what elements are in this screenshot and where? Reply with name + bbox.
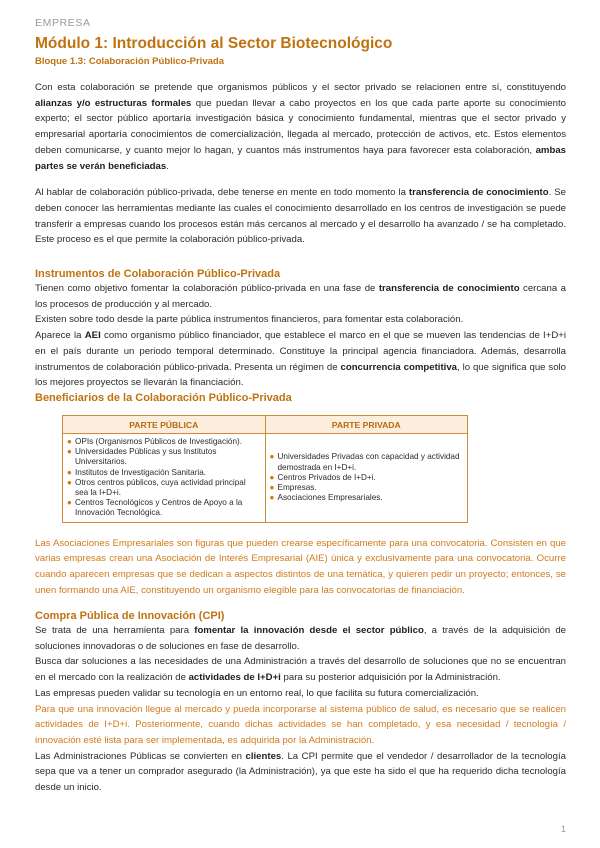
publica-list bbox=[67, 437, 261, 519]
beneficiarios-section bbox=[35, 392, 566, 598]
instrumentos-paragraph-3: Aparece la AEI como organismo público financiador, que establece el marco en el que se mueven las tendencias de I+D+i en el país durante un periodo temporal determinado. Constituye la principal agencia financiadora. Además, desarrolla instrumentos de colaboración público-privada. Presenta un régimen de concurrencia competitiva, lo que significa que solo los mejores proyectos se llevarán la financiación. bbox=[35, 330, 567, 389]
privada-cell bbox=[265, 434, 468, 523]
bullet-icon: ● bbox=[67, 477, 72, 487]
cpi-section bbox=[35, 610, 566, 796]
intro-paragraph-1: Con esta colaboración se pretende que organismos públicos y el sector privado se relacionen entre sí, constituyendo alianzas y/o estructuras formales que puedan llevar a cabo proyectos en los que cada parte aporte su conocimiento experto; el sector público aportaría investigación básica y conocimiento fundamental, mientras que el sector privado y empresarial aportaría conocimientos de comercialización, llegada al mercado, protección de activos, etc. Estos elementos deben comunicarse, y cuanto mejor lo hagan, y cuantos más instrumentos haya para favorecer esta colaboración, ambas partes se verán beneficiadas. bbox=[35, 82, 566, 172]
page-number: 1 bbox=[560, 824, 566, 834]
intro-section bbox=[35, 80, 566, 248]
list-item: ● Centros Tecnológicos y Centros de Apoyo a la Innovación Tecnológica. bbox=[67, 498, 243, 518]
asociaciones-note: Las Asociaciones Empresariales son figuras que pueden crearse específicamente para una convocatoria. Consisten en que varias empresas crean una Asociación de Interés Empresarial (AIE) única y exclusivamente para una convocatoria. Ocurre cuando aparecen empresas que se dedican a aspectos distintos de una temática, y quieren pedir un proyecto; entonces, se unen formando una AIE, constituyendo un organismo elegible para las convocatorias de financiación. bbox=[35, 537, 566, 596]
list-item: ● Otros centros públicos, cuya actividad principal sea la I+D+i. bbox=[67, 477, 246, 498]
bullet-icon: ● bbox=[67, 498, 72, 508]
col-header-privada: PARTE PRIVADA bbox=[265, 416, 468, 434]
list-item: ● Centros Privados de I+D+i. bbox=[269, 472, 376, 482]
beneficiarios-heading: Beneficiarios de la Colaboración Público-Privada bbox=[35, 392, 292, 404]
bullet-icon: ● bbox=[269, 482, 275, 492]
beneficiarios-table bbox=[62, 415, 468, 523]
instrumentos-heading: Instrumentos de Colaboración Público-Privada bbox=[35, 268, 281, 280]
list-item: ● Asociaciones Empresariales. bbox=[269, 493, 383, 503]
cpi-paragraph-1: Se trata de una herramienta para fomentar la innovación desde el sector público, a través de la adquisición de soluciones innovadoras o de soluciones en fase de desarrollo. bbox=[35, 625, 566, 652]
list-item: ● Institutos de Investigación Sanitaria. bbox=[67, 467, 207, 477]
bullet-icon: ● bbox=[269, 493, 275, 503]
list-item: ● Empresas. bbox=[269, 482, 317, 492]
list-item: ● Universidades Privadas con capacidad y actividad demostrada en I+D+i. bbox=[269, 452, 460, 472]
privada-list bbox=[270, 452, 464, 503]
instrumentos-paragraph-2: Existen sobre todo desde la parte pública instrumentos financieros, para fomentar esta colaboración. bbox=[35, 314, 464, 326]
col-header-publica: PARTE PÚBLICA bbox=[63, 416, 266, 434]
block-subtitle: Bloque 1.3: Colaboración Público-Privada bbox=[35, 56, 224, 67]
list-item: ● Universidades Públicas y sus Institutos Universitarios. bbox=[67, 447, 217, 467]
bullet-icon: ● bbox=[67, 437, 72, 446]
list-item: ● OPIs (Organismos Públicos de Investigación). bbox=[67, 437, 243, 446]
bullet-icon: ● bbox=[269, 472, 275, 482]
module-title: Módulo 1: Introducción al Sector Biotecnológico bbox=[35, 35, 393, 52]
section-label: EMPRESA bbox=[35, 17, 91, 29]
publica-cell bbox=[63, 434, 266, 523]
cpi-heading: Compra Pública de Innovación (CPI) bbox=[35, 610, 225, 622]
instrumentos-paragraph-1: Tienen como objetivo fomentar la colaboración público-privada en una fase de transferencia de conocimiento cercana a los procesos de producción y al mercado. bbox=[35, 283, 566, 310]
cpi-paragraph-4: Para que una innovación llegue al mercado y pueda incorporarse al sistema público de salud, es necesario que se realicen actividades de I+D+i. Posteriormente, cuando dichas actividades se han completado, y esa necesidad / tecnología / innovación esté lista para ser implementada, es adquirida por la Administración. bbox=[35, 703, 566, 746]
cpi-paragraph-3: Las empresas pueden validar su tecnología en un entorno real, lo que facilita su futura comercialización. bbox=[35, 687, 479, 699]
intro-paragraph-2: Al hablar de colaboración público-privada, debe tenerse en mente en todo momento la transferencia de conocimiento. Se deben conocer las herramientas mediante las cuales el conocimiento desarrollado en los centros de investigación se puede transferir a empresas cuando los procesos están más cercanos al mercado y el desarrollo ha avanzado / se ha completado. Este proceso es el que permite la colaboración público-privada. bbox=[35, 187, 566, 246]
cpi-paragraph-2: Busca dar soluciones a las necesidades de una Administración a través del desarrollo de soluciones que no se encuentran en el mercado con la realización de actividades de I+D+i para su posterior adquisición por la Administración. bbox=[35, 656, 566, 684]
instrumentos-section bbox=[35, 268, 566, 391]
bullet-icon: ● bbox=[67, 467, 72, 477]
bullet-icon: ● bbox=[269, 452, 275, 462]
cpi-paragraph-5: Las Administraciones Públicas se convierten en clientes. La CPI permite que el vendedor / desarrollador de la tecnología sepa que va a tener un comprador asegurado (la Administración), ya que este ha sido el que ha requerido dicha tecnología desde un inicio. bbox=[35, 750, 566, 794]
bullet-icon: ● bbox=[67, 447, 72, 457]
